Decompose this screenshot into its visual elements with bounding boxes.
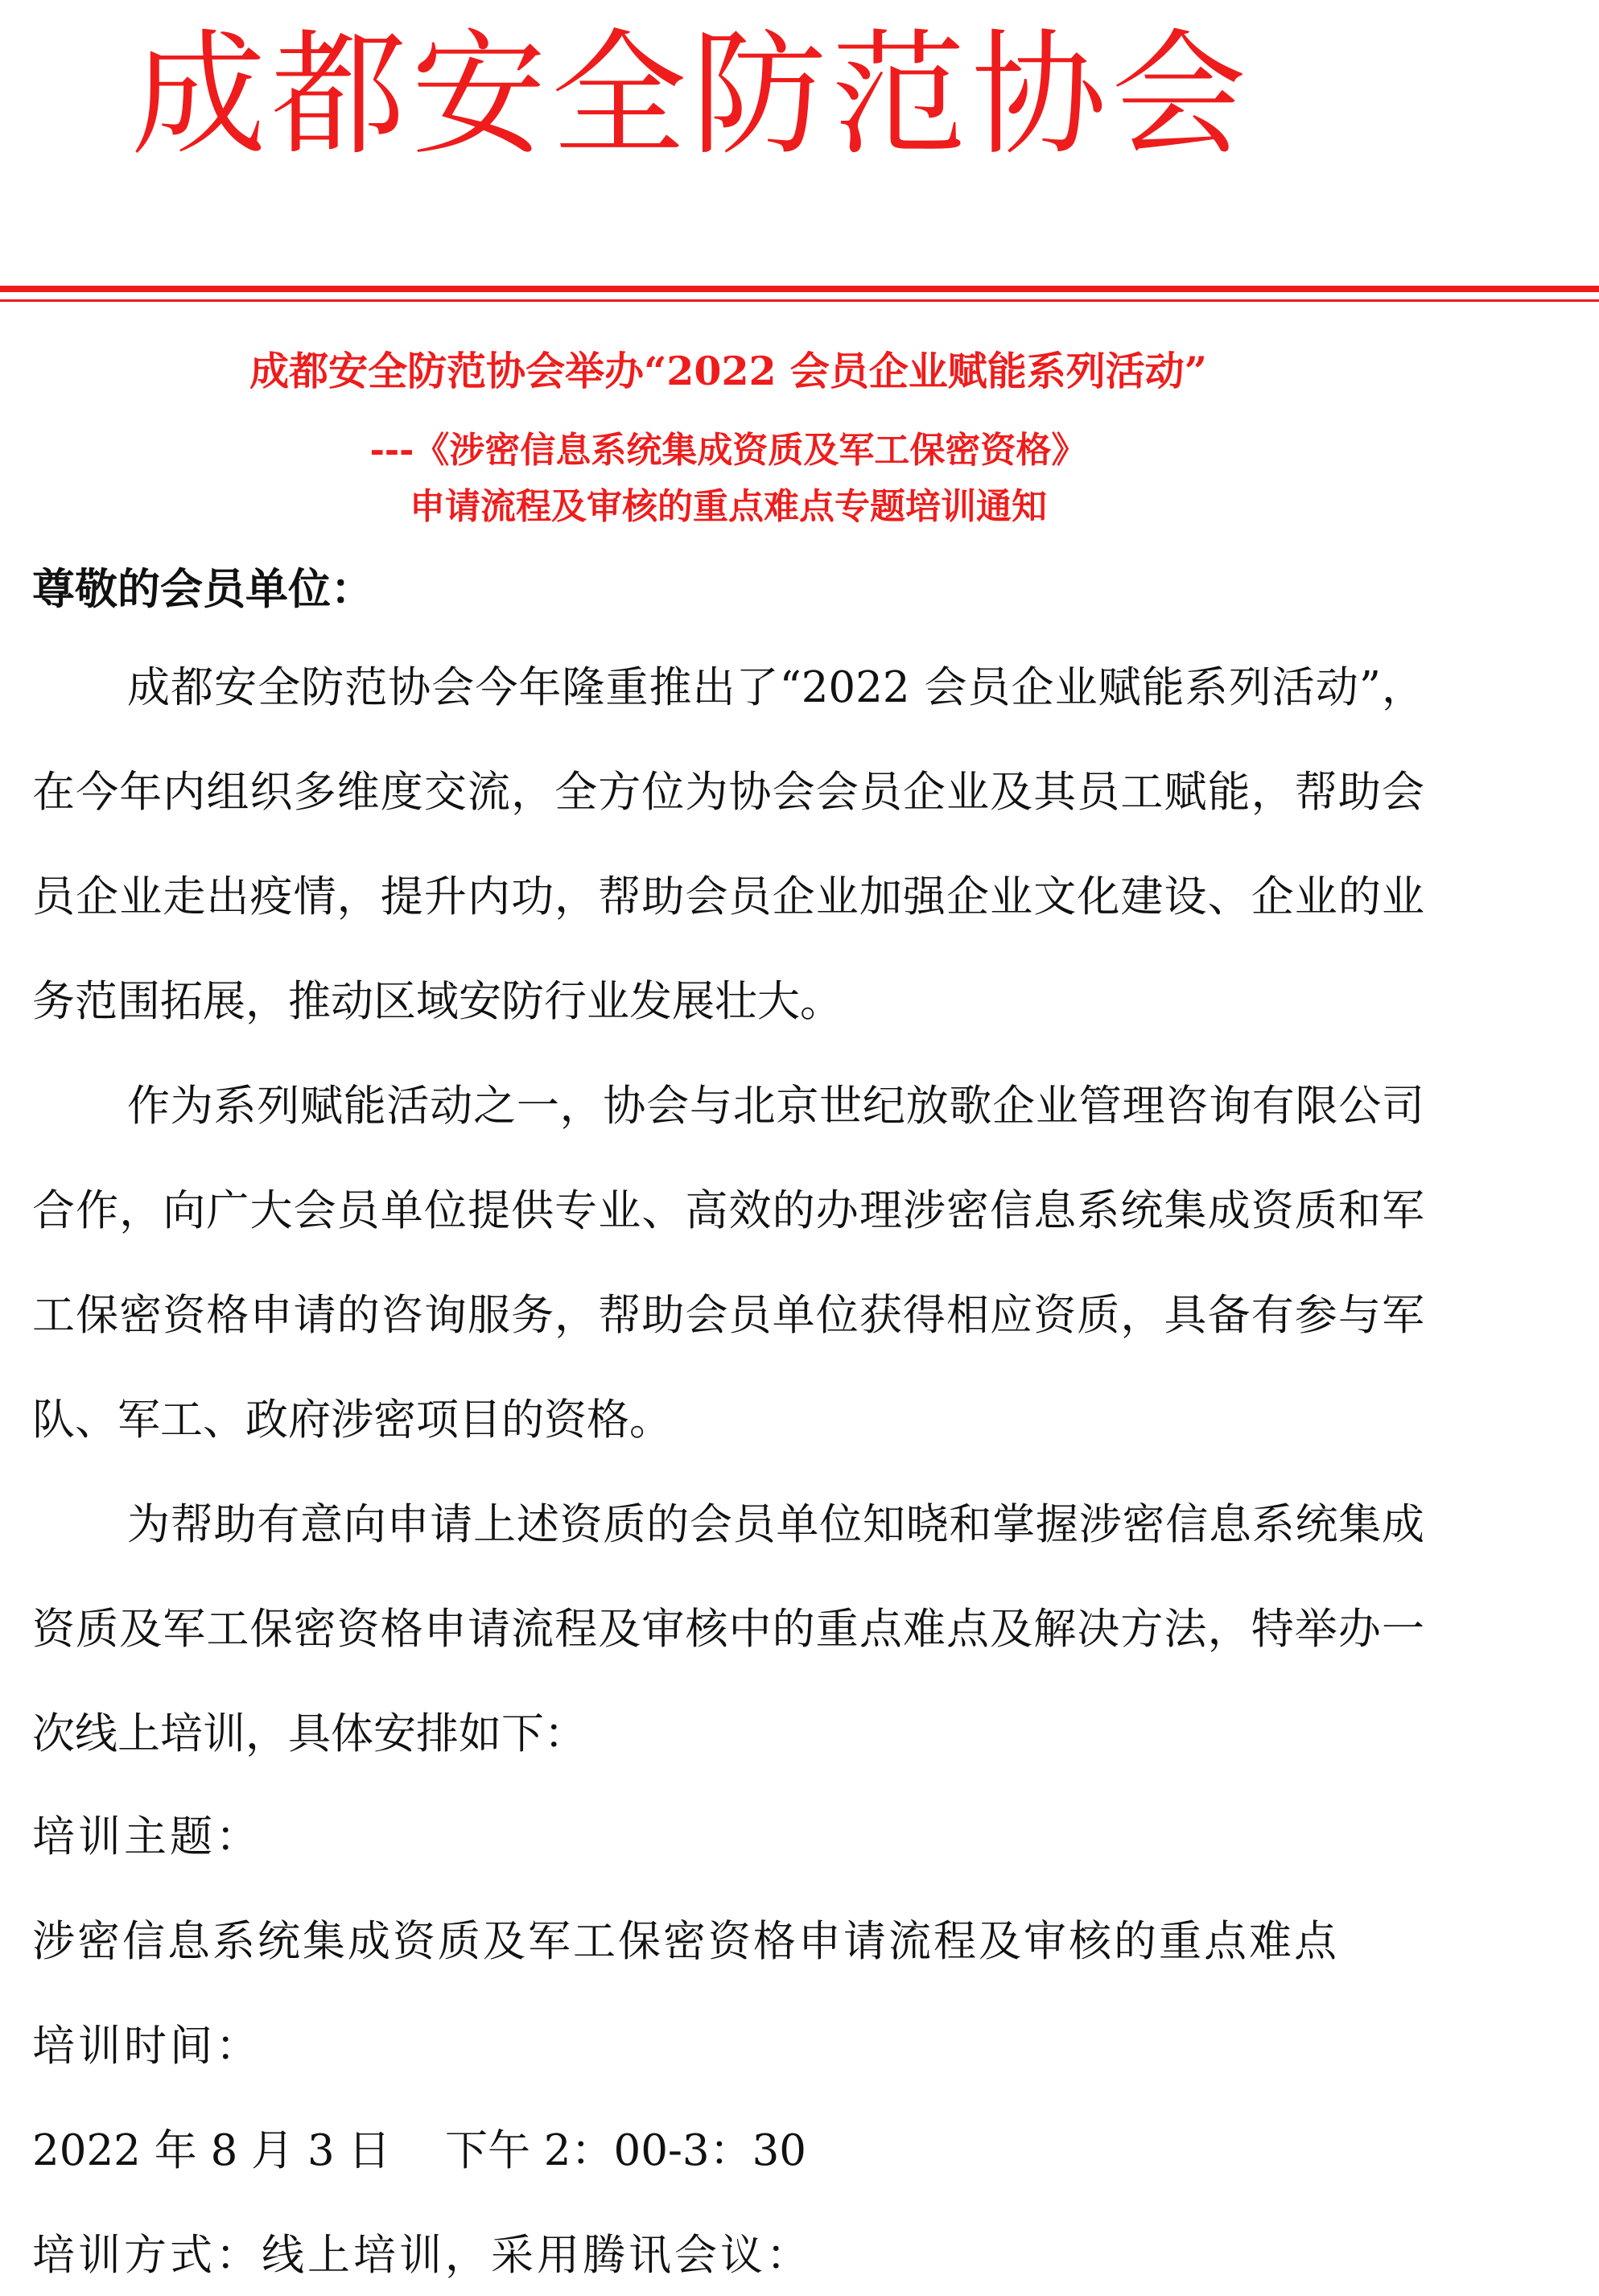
body-paragraph-3: 为帮助有意向申请上述资质的会员单位知晓和掌握涉密信息系统集成资质及军工保密资格申请流程及审核中的重点难点及解决方法，特举办一次线上培训，具体安排如下： bbox=[32, 1500, 1424, 1758]
org-masthead: 成都安全防范协会 bbox=[131, 16, 1251, 174]
training-method-line: 培训方式：线上培训，采用腾讯会议： bbox=[32, 2231, 812, 2280]
training-time-value: 2022 年 8 月 3 日 下午 2：00-3：30 bbox=[32, 2126, 807, 2175]
body-paragraph-2: 作为系列赋能活动之一，协会与北京世纪放歌企业管理咨询有限公司合作，向广大会员单位提供专业、高效的办理涉密信息系统集成资质和军工保密资格申请的咨询服务，帮助会员单位获得相应资质，具备有参与军队、军工、政府涉密项目的资格。 bbox=[32, 1082, 1424, 1445]
salutation: 尊敬的会员单位： bbox=[32, 565, 373, 614]
training-time-label: 培训时间： bbox=[32, 2022, 262, 2071]
body-paragraph-1: 成都安全防范协会今年隆重推出了“2022 会员企业赋能系列活动”，在今年内组织多维度交流，全方位为协会会员企业及其员工赋能，帮助会员企业走出疫情，提升内功，帮助会员企业加强企业文化建设、企业的业务范围拓展，推动区域安防行业发展壮大。 bbox=[32, 663, 1424, 1026]
header-rule-thin bbox=[0, 299, 1599, 302]
training-topic-value: 涉密信息系统集成资质及军工保密资格申请流程及审核的重点难点 bbox=[32, 1917, 1339, 1966]
notice-title-line1: 成都安全防范协会举办“2022 会员企业赋能系列活动” bbox=[249, 348, 1207, 394]
training-topic-label: 培训主题： bbox=[32, 1812, 262, 1861]
notice-title-line2: ---《涉密信息系统集成资质及军工保密资格》 bbox=[369, 430, 1087, 471]
notice-title-line3: 申请流程及审核的重点难点专题培训通知 bbox=[410, 486, 1047, 527]
header-rule-thick bbox=[0, 286, 1599, 292]
